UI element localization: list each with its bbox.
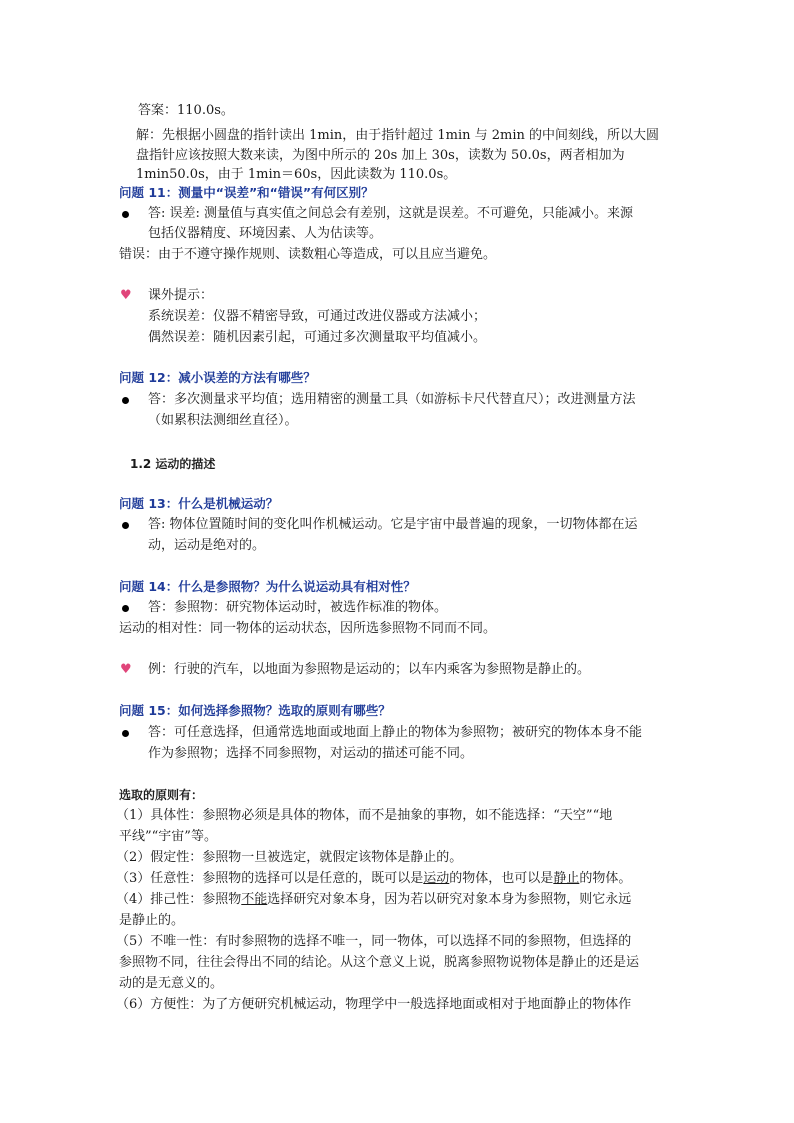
principle-4-underlined-cannot: 不能 <box>241 892 268 907</box>
question-14-heading: 问题 14：什么是参照物？为什么说运动具有相对性？ <box>119 579 416 594</box>
question-11-error-definition: 错误：由于不遵守操作规则、读数粗心等造成，可以且应当避免。 <box>119 247 497 262</box>
principle-5-line-1: （5）不唯一性：有时参照物的选择不唯一，同一物体，可以选择不同的参照物，但选择的 <box>116 934 632 949</box>
question-12-answer-line-1: 答：多次测量求平均值；选用精密的测量工具（如游标卡尺代替直尺）；改进测量方法 <box>148 392 636 407</box>
principle-3-underlined-static: 静止 <box>553 871 580 886</box>
question-14-answer-line-1: 答：参照物：研究物体运动时，被选作标准的物体。 <box>148 600 448 615</box>
principle-3-text-mid: 的物体，也可以是 <box>449 871 554 886</box>
tip-title: 课外提示： <box>148 288 214 303</box>
explanation-line-1: 解：先根据小圆盘的指针读出 1min，由于指针超过 1min 与 2min 的中间刻线，所以大圆 <box>136 128 660 143</box>
principle-1-line-1: （1）具体性：参照物必须是具体的物体，而不是抽象的事物，如不能选择：“天空”“地 <box>116 808 613 823</box>
principle-3 <box>116 869 631 889</box>
tip-line-2: 偶然误差：随机因素引起，可通过多次测量取平均值减小。 <box>148 330 487 345</box>
principle-4-line-1 <box>116 890 631 910</box>
principle-6-line-1: （6）方便性：为了方便研究机械运动，物理学中一般选择地面或相对于地面静止的物体作 <box>116 997 632 1012</box>
principle-4-text-end: 选择研究对象本身，因为若以研究对象本身为参照物，则它永远 <box>267 892 632 907</box>
section-heading-1-2: 1.2 运动的描述 <box>130 457 216 471</box>
principle-3-text: （3）任意性：参照物的选择可以是任意的，既可以是 <box>116 871 424 886</box>
question-15-answer-line-1: 答：可任意选择，但通常选地面或地面上静止的物体为参照物；被研究的物体本身不能 <box>148 725 643 740</box>
principle-2: （2）假定性：参照物一旦被选定，就假定该物体是静止的。 <box>116 850 463 865</box>
explanation-line-2: 盘指针应该按照大数来读，为图中所示的 20s 加上 30s，读数为 50.0s，两者相加为 <box>136 148 625 163</box>
question-14-relativity: 运动的相对性：同一物体的运动状态，因所选参照物不同而不同。 <box>119 621 497 636</box>
question-13-answer-line-2: 动，运动是绝对的。 <box>148 538 266 553</box>
principle-4-text: （4）排己性：参照物 <box>116 892 242 907</box>
bullet-icon <box>122 211 129 218</box>
heart-icon: ♥ <box>120 662 132 677</box>
question-12-answer-line-2: （如累积法测细丝直径）。 <box>148 413 298 428</box>
explanation-line-3: 1min50.0s，由于 1min＝60s，因此读数为 110.0s。 <box>136 167 457 182</box>
question-15-answer-line-2: 作为参照物；选择不同参照物，对运动的描述可能不同。 <box>148 746 474 761</box>
principle-4-line-2: 是静止的。 <box>119 913 185 928</box>
bullet-icon <box>122 397 129 404</box>
principle-3-text-end: 的物体。 <box>579 871 632 886</box>
question-11-answer-line-1: 答: 误差: 测量值与真实值之间总会有差别，这就是误差。不可避免，只能减小。来源 <box>148 206 634 221</box>
example-line: 例：行驶的汽车，以地面为参照物是运动的；以车内乘客为参照物是静止的。 <box>148 662 591 677</box>
principle-5-line-3: 动的是无意义的。 <box>119 976 224 991</box>
bullet-icon <box>122 522 129 529</box>
question-11-heading: 问题 11：测量中“误差”和“错误”有何区别？ <box>119 185 374 200</box>
question-12-heading: 问题 12：减小误差的方法有哪些？ <box>119 370 316 385</box>
principle-5-line-2: 参照物不同，往往会得出不同的结论。从这个意义上说，脱离参照物说物体是静止的还是运 <box>119 955 640 970</box>
question-11-answer-line-2: 包括仪器精度、环境因素、人为估读等。 <box>148 226 383 241</box>
tip-line-1: 系统误差：仪器不精密导致，可通过改进仪器或方法减小； <box>148 309 487 324</box>
principle-3-underlined-moving: 运动 <box>423 871 450 886</box>
answer-label: 答案：110.0s。 <box>138 103 234 118</box>
question-15-heading: 问题 15：如何选择参照物？选取的原则有哪些？ <box>119 703 391 718</box>
heart-icon: ♥ <box>120 288 132 303</box>
question-13-answer-line-1: 答: 物体位置随时间的变化叫作机械运动。它是宇宙中最普遍的现象，一切物体都在运 <box>148 517 638 532</box>
bullet-icon <box>122 605 129 612</box>
principle-1-line-2: 平线”“宇宙”等。 <box>119 829 217 844</box>
question-13-heading: 问题 13：什么是机械运动？ <box>119 496 279 511</box>
bullet-icon <box>122 730 129 737</box>
principles-title: 选取的原则有： <box>119 788 204 802</box>
